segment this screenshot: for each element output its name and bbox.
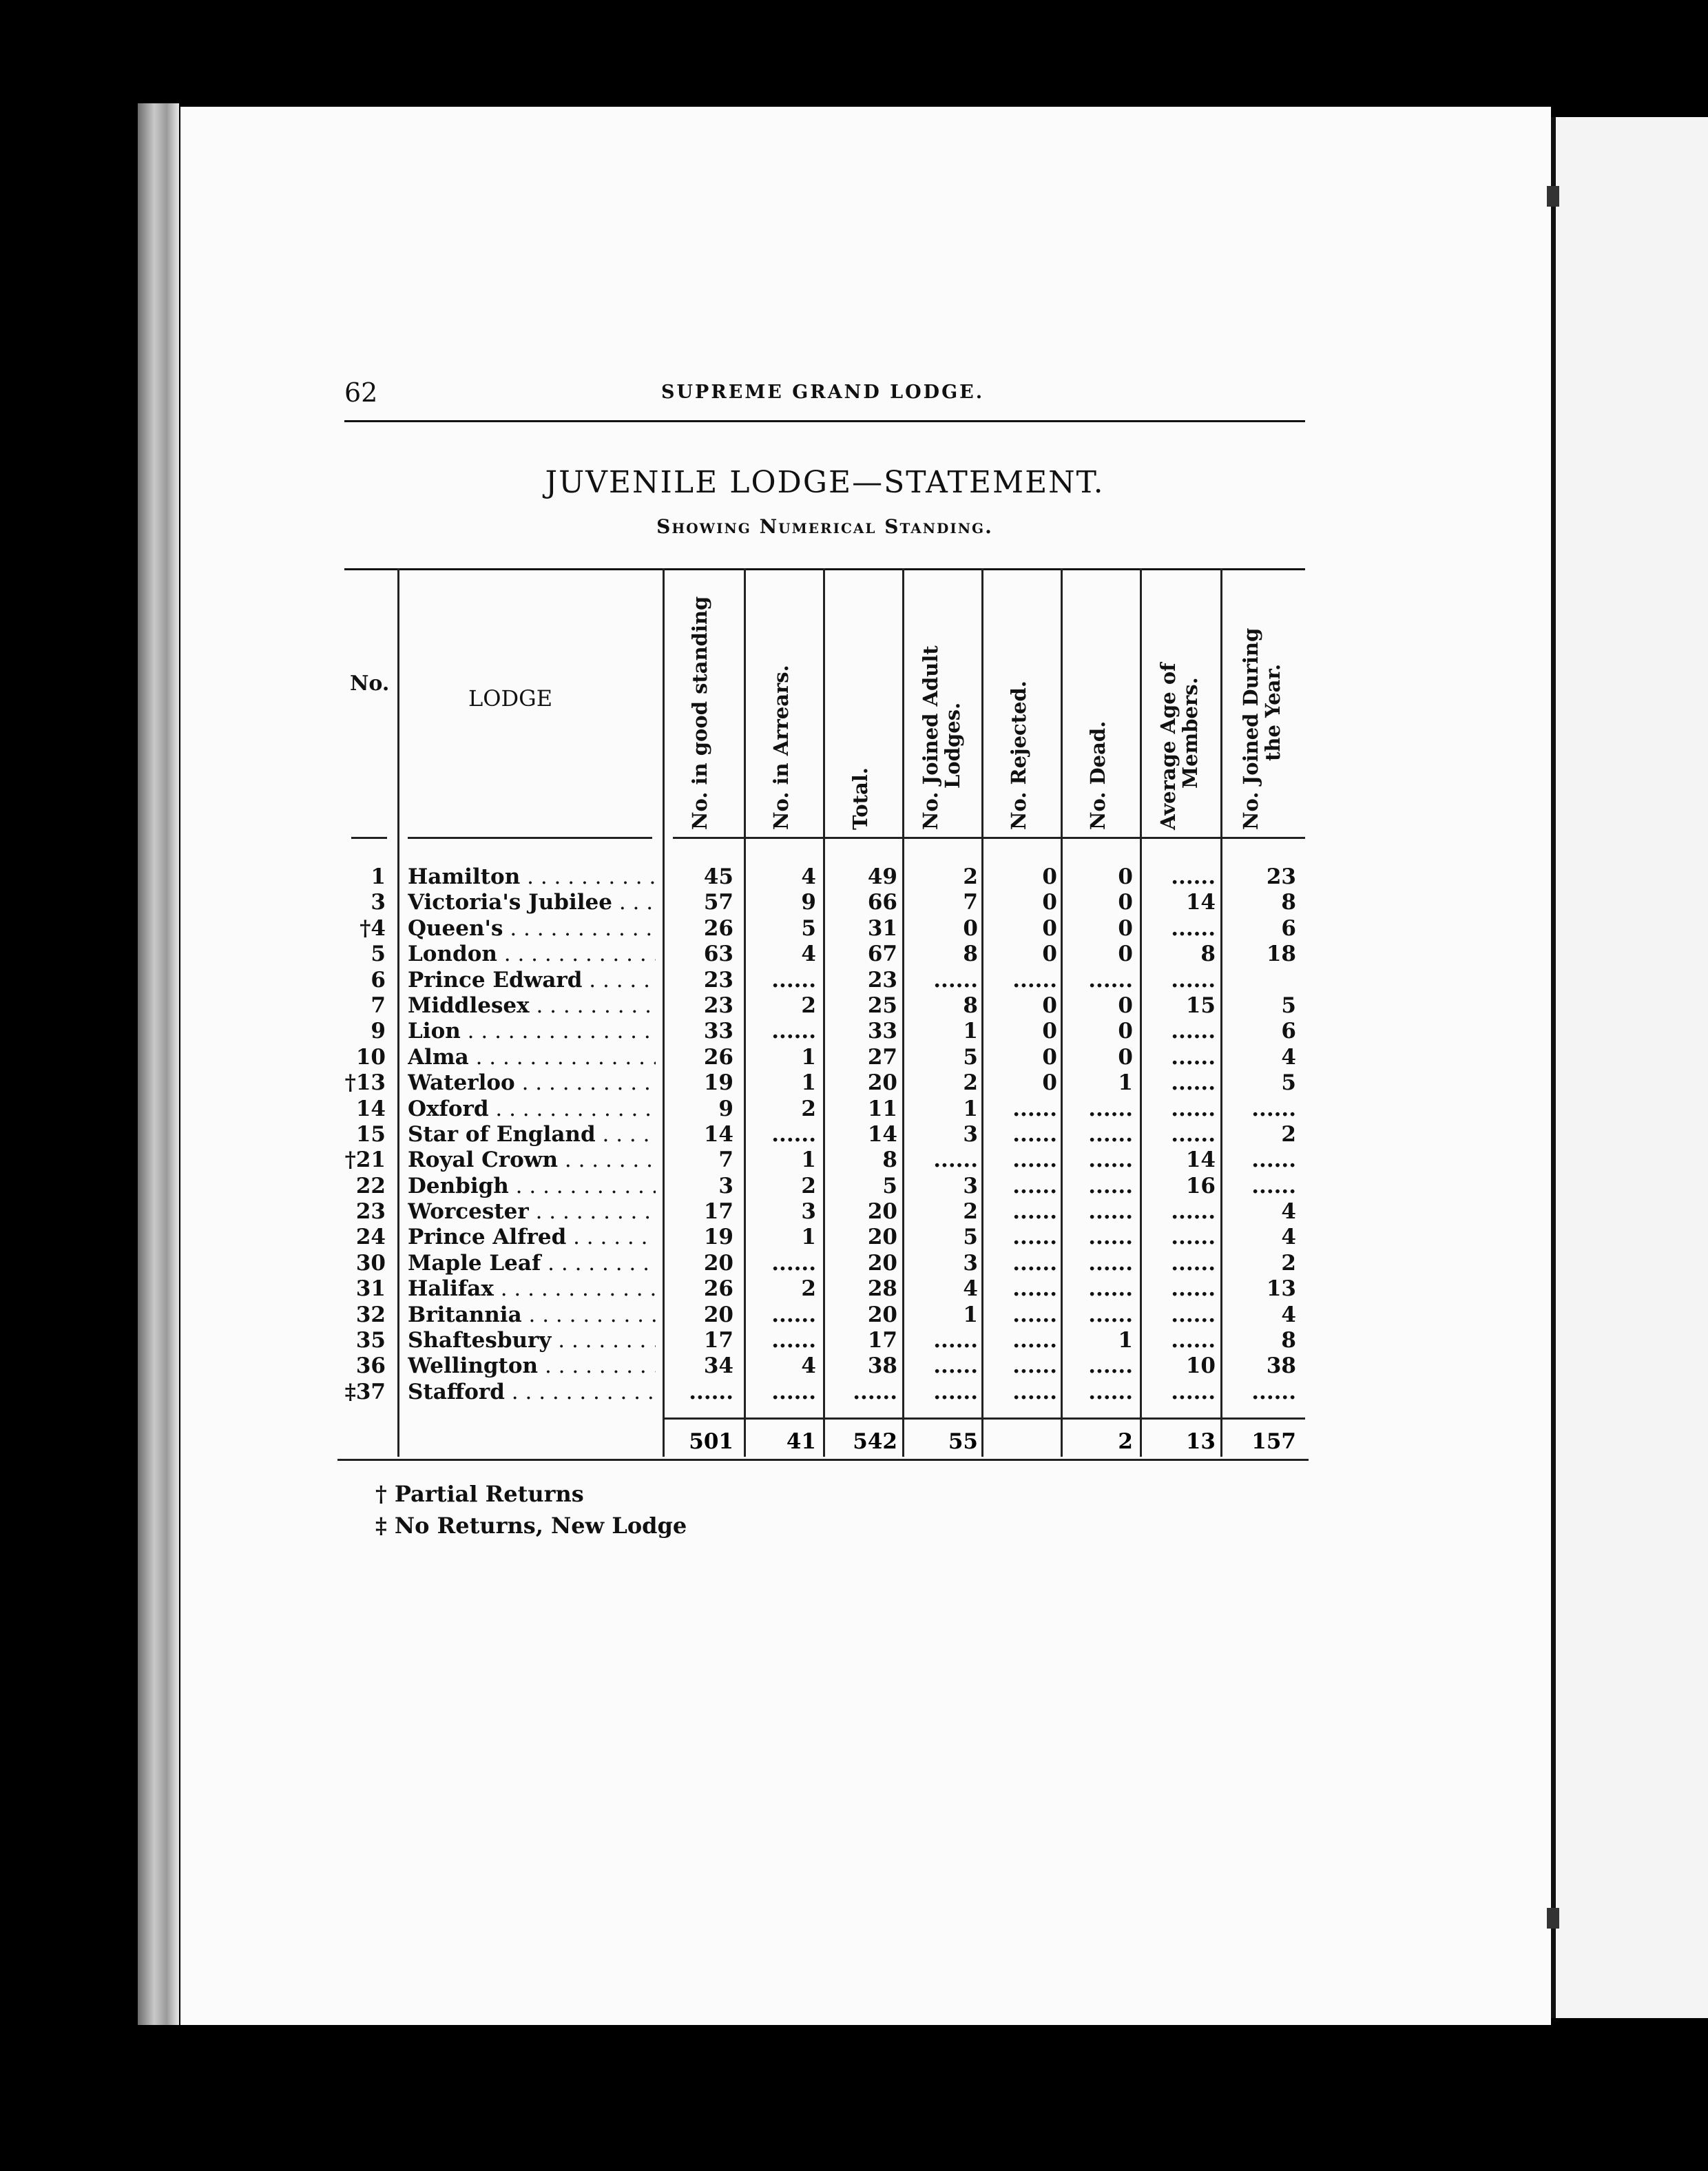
average-age: ...... [1171,1096,1216,1121]
total-count: 20 [867,1225,897,1250]
joined-year-count: ...... [1251,1096,1296,1121]
lodge-name: Victoria's Jubilee . . . [408,890,656,915]
arrears-count: 9 [801,890,816,915]
lodge-name: Alma . . . [408,1045,656,1070]
joined-adult-count: ...... [933,1147,978,1173]
total-count: 33 [867,1019,897,1044]
page-number: 62 [344,377,378,408]
row-number: 1 [371,864,386,889]
joined-year-count: 4 [1281,1044,1296,1070]
average-age: ...... [1171,1044,1216,1070]
arrears-count: 1 [801,1147,816,1173]
running-title: SUPREME GRAND LODGE. [661,382,985,403]
joined-adult-count: 0 [963,915,978,941]
table-row [344,1174,1309,1199]
average-age: ...... [1171,967,1216,993]
dead-count: 0 [1118,864,1133,889]
column-header-dead: No. Dead. [1086,720,1110,830]
column-header-joined-year: No. Joined During the Year. [1239,627,1284,830]
arrears-count: 2 [801,1276,816,1302]
table-row [344,942,1309,967]
good-standing-count: 19 [703,1225,733,1250]
table-row [344,1328,1309,1353]
totals-row [344,1429,1309,1457]
rejected-count: 0 [1042,942,1057,967]
footnote-partial-returns: † Partial Returns [375,1481,584,1507]
joined-year-count: 8 [1281,1328,1296,1353]
dead-count: ...... [1088,1173,1133,1198]
dead-count: ...... [1088,1225,1133,1250]
dead-count: ...... [1088,1353,1133,1379]
joined-adult-count: ...... [933,1379,978,1404]
joined-year-count: 5 [1281,1070,1296,1096]
arrears-count: 5 [801,915,816,941]
lodge-name: Britannia . . . [408,1302,656,1327]
joined-year-count: 2 [1281,1121,1296,1147]
rejected-count: 0 [1042,915,1057,941]
lodge-name: Middlesex . . . [408,993,656,1018]
row-number: †4 [360,915,386,941]
column-header-average-age: Average Age of Members. [1156,663,1202,830]
arrears-count: 2 [801,1173,816,1198]
rejected-count: ...... [1012,1276,1057,1302]
table-row [344,1045,1309,1070]
lodge-name: Royal Crown . . . [408,1147,656,1172]
column-header-good-standing: No. in good standing [688,596,711,830]
good-standing-count: ...... [689,1379,733,1404]
column-header-no: No. [350,672,390,696]
average-age: ...... [1171,1121,1216,1147]
good-standing-count: 17 [703,1199,733,1225]
column-header-joined-adult: No. Joined Adult Lodges. [919,645,964,830]
binding-gutter [1551,117,1556,2018]
lodge-name: London . . . [408,942,656,966]
arrears-count: ...... [771,1302,816,1327]
rejected-count: 0 [1042,1019,1057,1044]
joined-year-count: 38 [1266,1353,1296,1379]
table-row [344,1353,1309,1379]
table-row [344,1019,1309,1044]
good-standing-count: 26 [703,1276,733,1302]
joined-year-count: ...... [1251,1147,1296,1173]
good-standing-count: 45 [703,864,733,889]
total-count: 5 [882,1173,897,1198]
facing-page [1553,117,1708,2018]
total-average-age: 13 [1185,1429,1216,1454]
total-arrears: 41 [786,1429,816,1454]
good-standing-count: 63 [703,942,733,967]
lodge-name: Waterloo . . . [408,1070,656,1095]
dead-count: ...... [1088,1199,1133,1225]
dead-count: ...... [1088,1276,1133,1302]
average-age: ...... [1171,1276,1216,1302]
joined-adult-count: 1 [963,1302,978,1327]
arrears-count: 1 [801,1225,816,1250]
dead-count: 0 [1118,993,1133,1018]
lodge-name: Queen's . . . [408,916,656,941]
header-rule [408,837,652,839]
rejected-count: ...... [1012,1173,1057,1198]
dead-count: 0 [1118,942,1133,967]
binding-stitch [1547,186,1559,207]
average-age: ...... [1171,1379,1216,1404]
arrears-count: ...... [771,1328,816,1353]
totals-rule [665,1417,1305,1420]
rejected-count: 0 [1042,890,1057,915]
arrears-count: 2 [801,1096,816,1121]
rejected-count: ...... [1012,1096,1057,1121]
joined-year-count: 2 [1281,1250,1296,1276]
rejected-count: ...... [1012,1225,1057,1250]
lodge-name: Hamilton . . . [408,864,656,889]
table-row [344,1147,1309,1173]
total-count: ...... [853,1379,897,1404]
joined-adult-count: 2 [963,1199,978,1225]
arrears-count: 2 [801,993,816,1018]
total-count: 20 [867,1199,897,1225]
arrears-count: 1 [801,1070,816,1096]
header-rule [351,837,387,839]
joined-year-count: 5 [1281,993,1296,1018]
total-count: 20 [867,1070,897,1096]
column-header-total: Total. [848,767,872,830]
dead-count: 0 [1118,1019,1133,1044]
total-count: 28 [867,1276,897,1302]
joined-year-count: 23 [1266,864,1296,889]
table-body [344,864,1309,1405]
joined-adult-count: ...... [933,1353,978,1379]
rejected-count: ...... [1012,967,1057,993]
joined-adult-count: 8 [963,993,978,1018]
dead-count: ...... [1088,1147,1133,1173]
joined-adult-count: ...... [933,967,978,993]
lodge-name: Star of England . . . [408,1122,656,1147]
rejected-count: ...... [1012,1121,1057,1147]
rejected-count: 0 [1042,993,1057,1018]
average-age: ...... [1171,1225,1216,1250]
dead-count: 0 [1118,1044,1133,1070]
header-rule [344,420,1305,422]
table-row [344,1070,1309,1096]
joined-year-count: 8 [1281,890,1296,915]
lodge-name: Prince Alfred . . . [408,1225,656,1249]
rejected-count: ...... [1012,1379,1057,1404]
lodge-name: Denbigh . . . [408,1174,656,1198]
row-number: 36 [355,1353,386,1379]
total-joined-adult: 55 [948,1429,978,1454]
row-number: 3 [371,890,386,915]
table-row [344,1251,1309,1276]
total-count: 20 [867,1302,897,1327]
average-age: ...... [1171,1070,1216,1096]
table-row [344,864,1309,890]
table-row [344,890,1309,915]
good-standing-count: 23 [703,993,733,1018]
total-count: 14 [867,1121,897,1147]
total-count: 27 [867,1044,897,1070]
row-number: 24 [355,1225,386,1250]
binding-stitch [1547,1908,1559,1929]
average-age: 16 [1185,1173,1216,1198]
dead-count: 1 [1118,1070,1133,1096]
lodge-name: Maple Leaf . . . [408,1251,656,1276]
good-standing-count: 9 [718,1096,733,1121]
good-standing-count: 3 [718,1173,733,1198]
joined-adult-count: 2 [963,1070,978,1096]
dead-count: ...... [1088,1121,1133,1147]
column-header-rejected: No. Rejected. [1007,681,1030,830]
lodge-name: Wellington . . . [408,1353,656,1378]
rejected-count: ...... [1012,1147,1057,1173]
arrears-count: 4 [801,864,816,889]
running-head [344,377,1309,412]
column-header-arrears: No. in Arrears. [769,665,793,830]
total-count: 17 [867,1328,897,1353]
lodge-name: Oxford . . . [408,1097,656,1121]
joined-adult-count: 8 [963,942,978,967]
total-count: 20 [867,1250,897,1276]
page-edge [138,103,179,2025]
joined-adult-count: 3 [963,1250,978,1276]
good-standing-count: 23 [703,967,733,993]
row-number: †13 [344,1070,386,1096]
dead-count: 0 [1118,890,1133,915]
rejected-count: ...... [1012,1250,1057,1276]
row-number: 10 [355,1044,386,1070]
average-age: ...... [1171,915,1216,941]
lodge-name: Worcester . . . [408,1199,656,1224]
average-age: 14 [1185,1147,1216,1173]
total-good-standing: 501 [689,1429,733,1454]
joined-adult-count: 1 [963,1019,978,1044]
table-row [344,1380,1309,1405]
table-row [344,993,1309,1019]
total-count: 31 [867,915,897,941]
total-count: 23 [867,967,897,993]
rejected-count: 0 [1042,1070,1057,1096]
joined-year-count: 18 [1266,942,1296,967]
column-header-lodge: LODGE [468,685,553,711]
good-standing-count: 7 [718,1147,733,1173]
total-count: 11 [867,1096,897,1121]
joined-year-count: 4 [1281,1225,1296,1250]
arrears-count: ...... [771,1379,816,1404]
row-number: †21 [344,1147,386,1173]
dead-count: ...... [1088,1096,1133,1121]
joined-year-count: ...... [1251,1173,1296,1198]
good-standing-count: 17 [703,1328,733,1353]
arrears-count: 4 [801,1353,816,1379]
arrears-count: 4 [801,942,816,967]
dead-count: ...... [1088,1379,1133,1404]
arrears-count: ...... [771,967,816,993]
dead-count: 0 [1118,915,1133,941]
row-number: 30 [355,1250,386,1276]
dead-count: 1 [1118,1328,1133,1353]
header-rule [673,837,1305,839]
document-title: JUVENILE LODGE—STATEMENT. [545,465,1105,500]
average-age: ...... [1171,1199,1216,1225]
joined-adult-count: 5 [963,1044,978,1070]
arrears-count: 1 [801,1044,816,1070]
lodge-name: Halifax . . . [408,1276,656,1301]
joined-year-count: 6 [1281,1019,1296,1044]
row-number: 32 [355,1302,386,1327]
table-row [344,1122,1309,1147]
arrears-count: 3 [801,1199,816,1225]
total-count: 8 [882,1147,897,1173]
table-row [344,1302,1309,1328]
joined-adult-count: 1 [963,1096,978,1121]
total-count: 49 [867,864,897,889]
dead-count: ...... [1088,1250,1133,1276]
rejected-count: ...... [1012,1353,1057,1379]
table-bottom-rule [337,1459,1309,1461]
good-standing-count: 26 [703,915,733,941]
total-count: 25 [867,993,897,1018]
row-number: 14 [355,1096,386,1121]
total-joined-year: 157 [1251,1429,1296,1454]
grand-total: 542 [853,1429,897,1454]
average-age: 14 [1185,890,1216,915]
average-age: ...... [1171,1019,1216,1044]
good-standing-count: 20 [703,1302,733,1327]
arrears-count: ...... [771,1250,816,1276]
average-age: ...... [1171,1302,1216,1327]
arrears-count: ...... [771,1121,816,1147]
joined-adult-count: 7 [963,890,978,915]
lodge-name: Lion . . . [408,1019,656,1043]
lodge-name: Shaftesbury . . . [408,1328,656,1353]
average-age: 15 [1185,993,1216,1018]
good-standing-count: 19 [703,1070,733,1096]
table-row [344,968,1309,993]
joined-year-count: ...... [1251,1379,1296,1404]
document-subtitle: Showing Numerical Standing. [656,515,993,538]
arrears-count: ...... [771,1019,816,1044]
total-dead: 2 [1118,1429,1133,1454]
row-number: 7 [371,993,386,1018]
joined-adult-count: 2 [963,864,978,889]
row-number: 35 [355,1328,386,1353]
joined-year-count: 13 [1266,1276,1296,1302]
table-row [344,1276,1309,1302]
table-row [344,1199,1309,1225]
rejected-count: 0 [1042,864,1057,889]
joined-year-count: 6 [1281,915,1296,941]
good-standing-count: 26 [703,1044,733,1070]
footnote-no-returns: ‡ No Returns, New Lodge [375,1513,687,1539]
total-count: 66 [867,890,897,915]
joined-adult-count: 4 [963,1276,978,1302]
average-age: 10 [1185,1353,1216,1379]
rejected-count: 0 [1042,1044,1057,1070]
rejected-count: ...... [1012,1199,1057,1225]
good-standing-count: 14 [703,1121,733,1147]
row-number: 5 [371,942,386,967]
joined-adult-count: 5 [963,1225,978,1250]
row-number: 23 [355,1199,386,1225]
dead-count: ...... [1088,967,1133,993]
joined-adult-count: 3 [963,1121,978,1147]
average-age: ...... [1171,1328,1216,1353]
footnotes [375,1481,687,1544]
lodge-name: Prince Edward . . . [408,968,656,993]
joined-year-count: 4 [1281,1302,1296,1327]
good-standing-count: 20 [703,1250,733,1276]
row-number: 9 [371,1019,386,1044]
good-standing-count: 34 [703,1353,733,1379]
total-count: 38 [867,1353,897,1379]
average-age: 8 [1200,942,1216,967]
dead-count: ...... [1088,1302,1133,1327]
row-number: 15 [355,1121,386,1147]
average-age: ...... [1171,1250,1216,1276]
joined-adult-count: 3 [963,1173,978,1198]
row-number: ‡37 [344,1379,386,1404]
table-row [344,1225,1309,1250]
rejected-count: ...... [1012,1302,1057,1327]
joined-year-count: 4 [1281,1199,1296,1225]
good-standing-count: 33 [703,1019,733,1044]
joined-adult-count: ...... [933,1328,978,1353]
average-age: ...... [1171,864,1216,889]
row-number: 22 [355,1173,386,1198]
lodge-name: Stafford . . . [408,1380,656,1404]
row-number: 31 [355,1276,386,1302]
rejected-count: ...... [1012,1328,1057,1353]
table-row [344,916,1309,942]
total-count: 67 [867,942,897,967]
table-row [344,1097,1309,1122]
good-standing-count: 57 [703,890,733,915]
row-number: 6 [371,967,386,993]
